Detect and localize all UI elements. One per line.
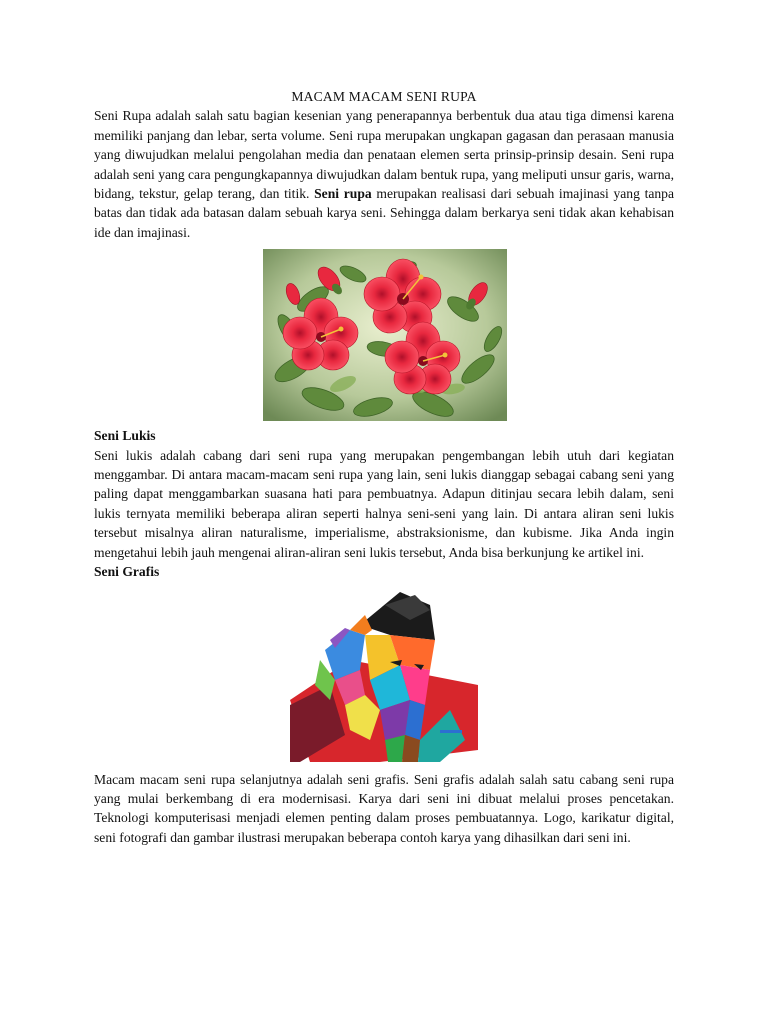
intro-text-2: merupakan realisasi dari sebuah imajinasi yang tanpa batas dan tidak ada batasan dalam sebuah karya seni. Sehingga dalam berkarya seni tidak akan kehabisan ide dan imajinasi. [94, 186, 675, 240]
document-title: MACAM MACAM SENI RUPA [291, 89, 477, 104]
document-page [94, 87, 674, 847]
section-text-seni-grafis: Macam macam seni rupa selanjutnya adalah seni grafis. Seni grafis adalah salah satu cabang seni rupa yang mulai berkembang di era modernisasi. Karya dari seni ini dibuat melalui proses pencetakan. Teknologi komputerisasi menjadi elemen penting dalam proses pembuatannya. Logo, karikatur digital, seni fotografi dan gambar ilustrasi merupakan beberapa contoh karya yang dihasilkan dari seni ini. [94, 771, 674, 845]
intro-paragraph [94, 106, 674, 242]
section-heading-seni-grafis: Seni Grafis [94, 564, 160, 580]
section-heading-seni-lukis: Seni Lukis [94, 428, 156, 444]
hibiscus-painting-image [263, 249, 507, 421]
pop-art-portrait-image [290, 590, 478, 762]
section-text-seni-lukis: Seni lukis adalah cabang dari seni rupa yang merupakan pengembangan lebih utuh dari kegiatan menggambar. Di antara macam-macam seni rupa yang lain, seni lukis dianggap sebagai cabang seni yang paling dapat menggambarkan suasana hati para pembuatnya. Adapun ditinjau secara lebih dalam, seni lukis ternyata memiliki beberapa aliran seperti halnya seni-seni yang lain. Di antara aliran seni lukis tersebut misalnya aliran naturalisme, imperialisme, abstraksionisme, dan kubisme. Jika Anda ingin mengetahui lebih jauh mengenai aliran-aliran seni lukis tersebut, Anda bisa berkunjung ke artikel ini. [94, 447, 674, 560]
intro-bold-term: Seni rupa [314, 186, 372, 202]
intro-text-1: Seni Rupa adalah salah satu bagian kesenian yang penerapannya berbentuk dua atau tiga dimensi karena memiliki panjang dan lebar, serta volume. Seni rupa merupakan ungkapan gagasan dan perasaan manusia yang diwujudkan melalui pengolahan media dan penataan elemen serta prinsip-prinsip desain. Seni rupa adalah seni yang cara pengungkapannya diwujudkan dalam bentuk rupa, yang meliputi unsur garis, warna, bidang, tekstur, gelap terang, dan titik. [94, 108, 674, 202]
